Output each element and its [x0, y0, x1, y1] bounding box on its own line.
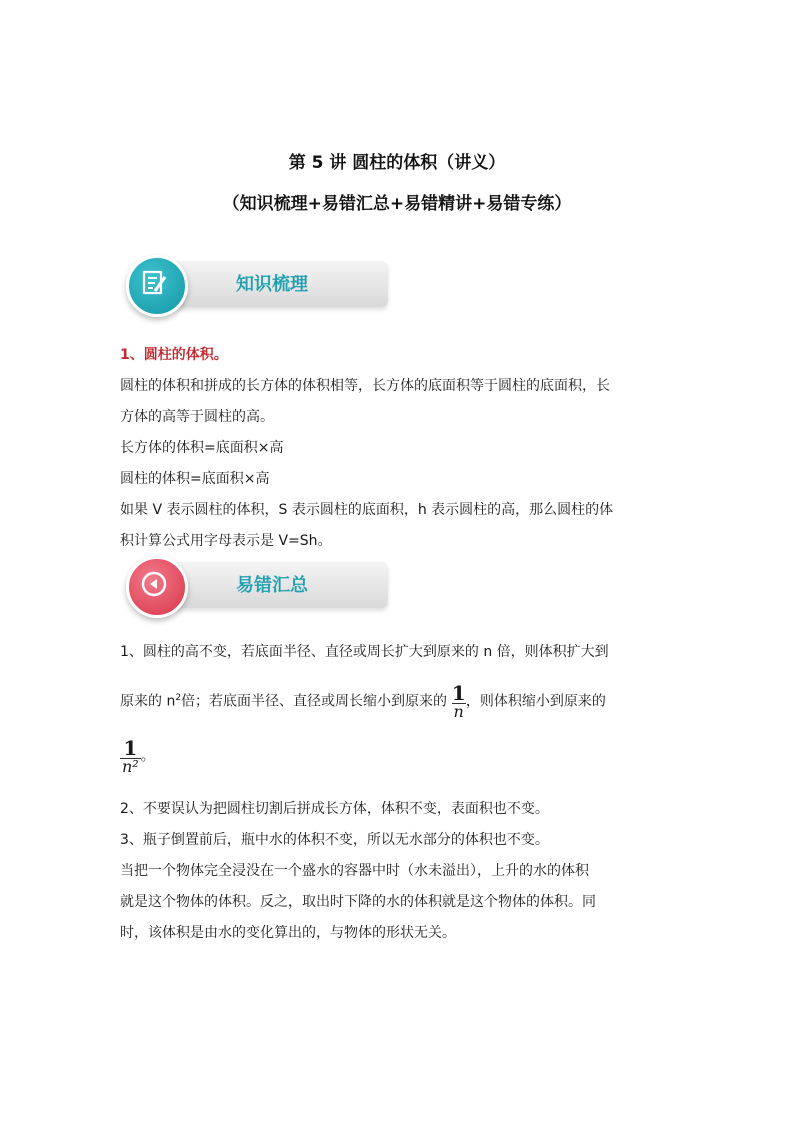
- error-item-1: [120, 637, 680, 668]
- text-line: 如果 V 表示圆柱的体积，S 表示圆柱的底面积，h 表示圆柱的高，那么圆柱的体: [120, 502, 614, 518]
- page-title: 第 5 讲 圆柱的体积（讲义）: [288, 153, 506, 173]
- notebook-pencil-icon: [126, 255, 188, 317]
- page-subtitle: （知识梳理+易错汇总+易错精讲+易错专练）: [222, 194, 572, 214]
- text-line: 当把一个物体完全浸没在一个盛水的容器中时（水未溢出），上升的水的体积: [120, 863, 589, 879]
- error-items-2-3: [120, 794, 680, 949]
- play-back-icon: [126, 556, 188, 618]
- text-line: 圆柱的体积=底面积×高: [120, 471, 270, 487]
- section1-content: [120, 340, 680, 557]
- error-item-1-cont: 原来的 $n^2$倍；若底面半径、直径或周长缩小到原来的 $\frac{1}{n}$ ，则体积缩小到原来的: [120, 681, 606, 722]
- fraction-1-over-n: $\frac{1}{n}$: [451, 681, 466, 722]
- section1-heading: 1、圆柱的体积。: [120, 347, 228, 363]
- section-banner-knowledge: [122, 257, 390, 313]
- banner-label: 知识梳理: [236, 274, 308, 295]
- text-line: 1、圆柱的高不变，若底面半径、直径或周长扩大到原来的 n 倍，则体积扩大到: [120, 644, 609, 660]
- text-line: 长方体的体积=底面积×高: [120, 440, 284, 456]
- text-line: 就是这个物体的体积。反之，取出时下降的水的体积就是这个物体的体积。同: [120, 894, 596, 910]
- text-line: 方体的高等于圆柱的高。: [120, 409, 274, 425]
- superscript: 2: [175, 693, 182, 703]
- text-line: 时，该体积是由水的变化算出的，与物体的形状无关。: [120, 925, 456, 941]
- text-line: 2、不要误认为把圆柱切割后拼成长方体，体积不变，表面积也不变。: [120, 801, 549, 817]
- text-line: 圆柱的体积和拼成的长方体的体积相等，长方体的底面积等于圆柱的底面积，长: [120, 378, 610, 394]
- error-item-1-end: $\frac{1}{\text{n²}}$ 。: [122, 736, 155, 776]
- section-banner-common-errors: [122, 558, 390, 614]
- text-line: 积计算公式用字母表示是 V=Sh。: [120, 533, 332, 549]
- fraction-1-over-n-squared: $\frac{1}{\text{n²}}$: [122, 736, 139, 776]
- banner-label: 易错汇总: [236, 575, 308, 596]
- text-line: 3、瓶子倒置前后，瓶中水的体积不变，所以无水部分的体积也不变。: [120, 832, 549, 848]
